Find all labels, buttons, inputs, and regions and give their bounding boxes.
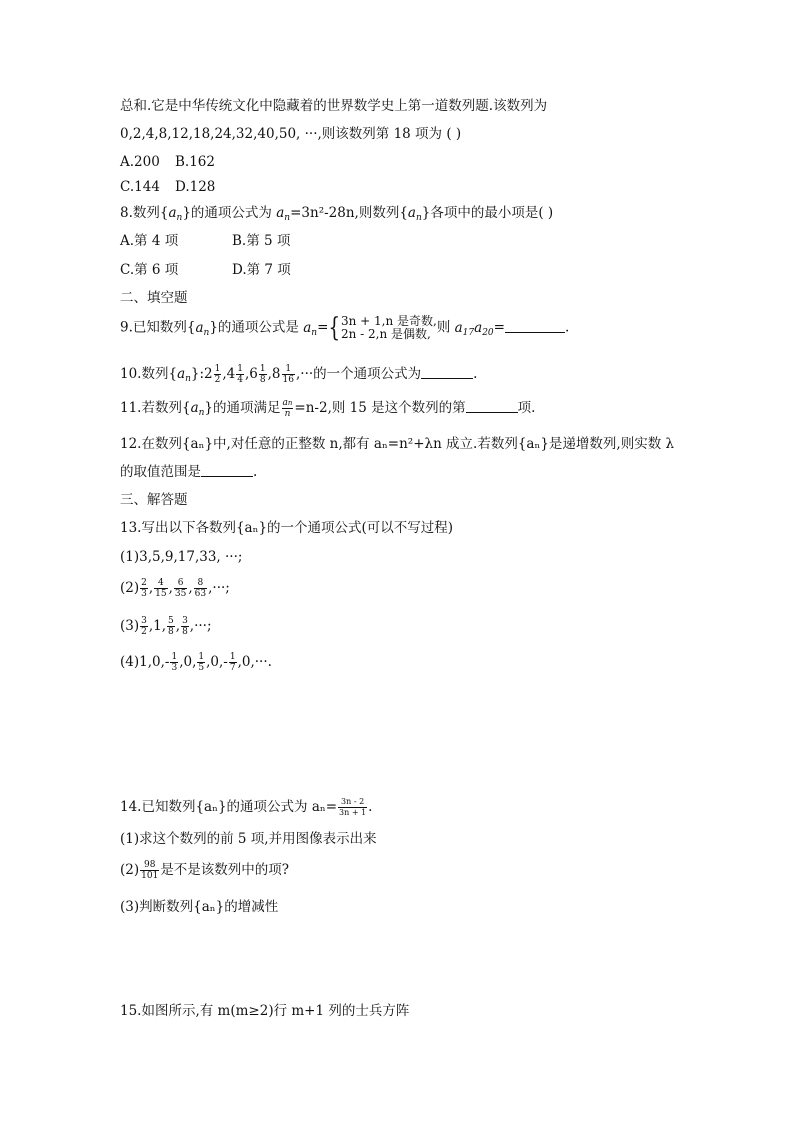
q7-option-c: C.144 bbox=[120, 179, 160, 195]
answer-blank-q10[interactable] bbox=[421, 366, 473, 379]
q12-line1: 12.在数列{aₙ}中,对任意的正整数 n,都有 aₙ=n²+λn 成立.若数列{aₙ}是递增数列,则实数 λ bbox=[120, 436, 675, 452]
q8-question: 8.数列$\{a_n\}$的通项公式为 $a_n=3n^2-28n$,则数列$\{a_n\}$各项中的最小项是( ) bbox=[120, 205, 554, 223]
q14-part2: (2) $\frac{98}{101}$ 是不是该数列中的项? bbox=[120, 860, 290, 881]
answer-blank-q9[interactable] bbox=[505, 320, 565, 333]
q10-question: 10.数列$\{a_n\}:2$ $\frac{1}{2}$ ,4 $\frac{1}{4}$ ,6 $\frac{1}{8}$ ,8 $\frac{1}{16}$ ,···的一个通项公式为 . bbox=[120, 364, 478, 385]
section-answer: 三、解答题 bbox=[120, 492, 188, 508]
q14-title: 14.已知数列{aₙ}的通项公式为 aₙ= $\frac{3n - 2}{3n + 1}$ . bbox=[120, 797, 373, 817]
q13-part3: (3) $\frac{3}{2}$ ,1, $\frac{5}{8}$ , $\frac{3}{8}$ ,···; bbox=[120, 616, 212, 637]
answer-blank-q12[interactable] bbox=[201, 464, 253, 477]
q8-options-row2 bbox=[120, 261, 291, 279]
q14-part3: (3)判断数列{aₙ}的增减性 bbox=[120, 899, 279, 915]
q14-part1: (1)求这个数列的前 5 项,并用图像表示出来 bbox=[120, 831, 377, 847]
q8-option-c: C.第 6 项 bbox=[120, 262, 179, 278]
q7-option-a: A.200 bbox=[120, 154, 160, 170]
q13-title: 13.写出以下各数列{aₙ}的一个通项公式(可以不写过程) bbox=[120, 520, 454, 536]
q7-option-d: D.128 bbox=[175, 179, 216, 195]
q11-question: 11.若数列$\{a_n\}$的通项满足 $\frac{an}{n}$ =n-2,则 15 是这个数列的第 项. bbox=[120, 398, 536, 419]
brace-glyph: { bbox=[328, 313, 341, 343]
q12-line2: 的取值范围是 . bbox=[120, 464, 258, 480]
q9-question: 9.已知数列$\{a_n\}$的通项公式是 $a_n=${ 3n + 1,n 是奇数, 2n - 2,n 是偶数, 则 $a_{17}a_{20}=$ . bbox=[120, 313, 570, 343]
q8-option-d: D.第 7 项 bbox=[232, 262, 291, 278]
q8-option-a: A.第 4 项 bbox=[120, 233, 179, 249]
intro-line1: 总和.它是中华传统文化中隐藏着的世界数学史上第一道数列题.该数列为 bbox=[120, 98, 548, 114]
q8-option-b: B.第 5 项 bbox=[232, 233, 291, 249]
section-fill-in: 二、填空题 bbox=[120, 290, 188, 306]
q13-part2: (2) $\frac{2}{3}$ , $\frac{4}{15}$ , $\frac{6}{35}$ , $\frac{8}{63}$ ,···; bbox=[120, 578, 230, 599]
intro-line2: 0,2,4,8,12,18,24,32,40,50, ···,则该数列第 18 项为 ( ) bbox=[120, 126, 462, 142]
q15-question: 15.如图所示,有 m(m≥2)行 m+1 列的士兵方阵 bbox=[120, 1003, 410, 1019]
q13-part1: (1)3,5,9,17,33, ···; bbox=[120, 549, 243, 565]
q13-part4: (4)1,0,- $\frac{1}{3}$ ,0, $\frac{1}{5}$ ,0,- $\frac{1}{7}$ ,0,···. bbox=[120, 652, 272, 673]
q8-options-row1 bbox=[120, 232, 291, 250]
q7-options-row2 bbox=[120, 178, 216, 196]
q7-option-b: B.162 bbox=[175, 154, 215, 170]
q7-options-row1 bbox=[120, 153, 215, 171]
answer-blank-q11[interactable] bbox=[466, 400, 518, 413]
